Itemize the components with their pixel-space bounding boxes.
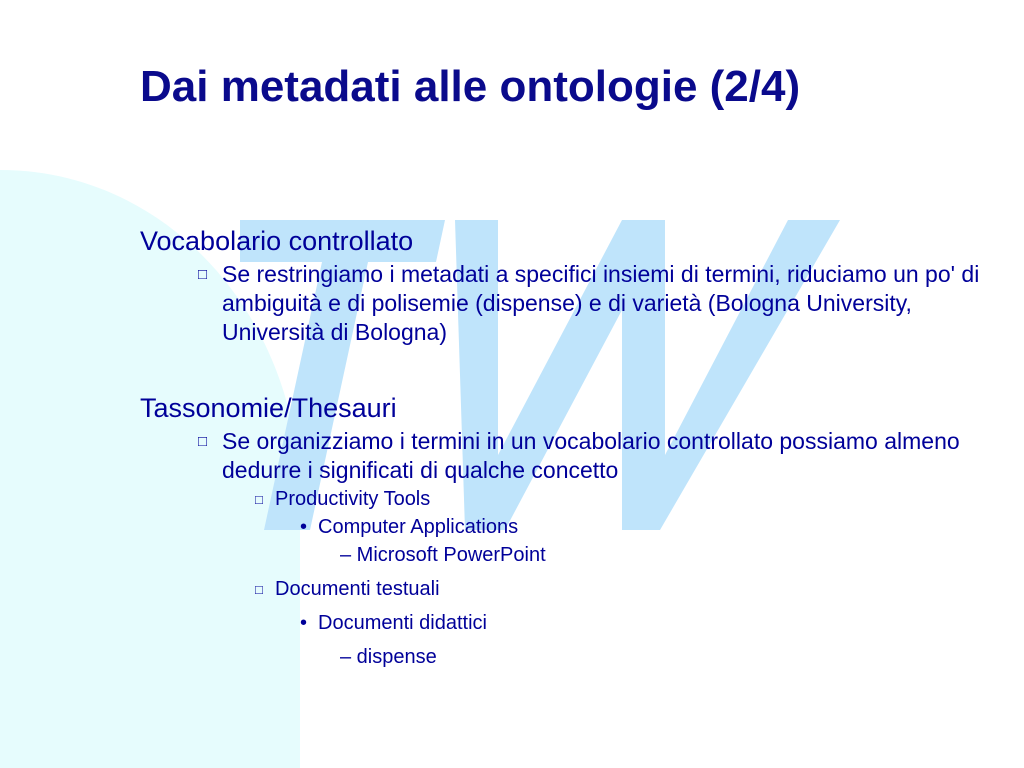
tree-item-documenti-testuali — [140, 575, 990, 603]
tree-item-microsoft-powerpoint: – Microsoft PowerPoint — [340, 544, 546, 566]
bullet-item — [140, 427, 990, 485]
tree-item-productivity-tools — [140, 485, 990, 513]
tree-item-label: Documenti testuali — [275, 578, 440, 600]
square-bullet-icon: □ — [198, 266, 208, 283]
tree-item-label: Documenti didattici — [318, 612, 487, 634]
tree-item-documenti-didattici — [140, 609, 990, 637]
slide-title: Dai metadati alle ontologie (2/4) — [140, 62, 801, 111]
dot-bullet-icon: • — [300, 612, 308, 634]
square-bullet-icon: □ — [198, 433, 208, 450]
tree-item-dispense: – dispense — [340, 646, 437, 668]
square-bullet-icon: □ — [255, 582, 263, 597]
slide-content — [140, 224, 990, 671]
tree-item-label: Productivity Tools — [275, 488, 431, 510]
dot-bullet-icon: • — [300, 516, 308, 538]
bullet-text: Se restringiamo i metadati a specifici insiemi di termini, riduciamo un po' di ambiguità e di polisemie (dispense) e di varietà (Bologna University, Università di Bologna) — [222, 261, 980, 345]
square-bullet-icon: □ — [255, 492, 263, 507]
tree-item-label: Computer Applications — [318, 516, 519, 538]
section-heading-vocabolario: Vocabolario controllato — [140, 226, 414, 256]
section-heading-tassonomie: Tassonomie/Thesauri — [140, 393, 397, 423]
bullet-item — [140, 260, 990, 347]
bullet-text: Se organizziamo i termini in un vocabolario controllato possiamo almeno dedurre i significati di qualche concetto — [222, 428, 960, 483]
tree-item-computer-applications — [140, 513, 990, 541]
